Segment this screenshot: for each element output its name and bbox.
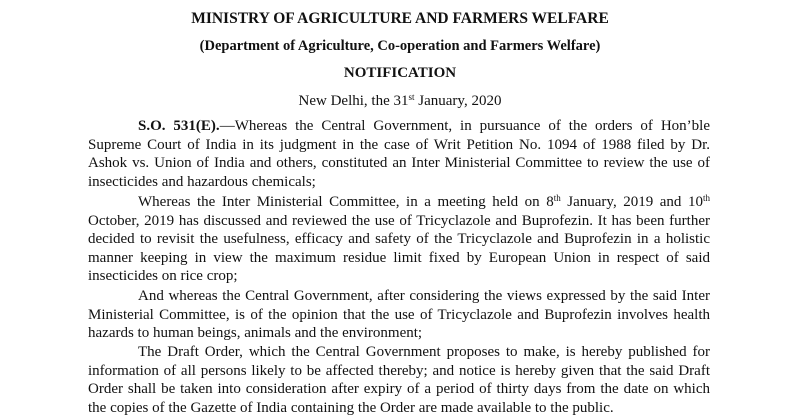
paragraph-4: The Draft Order, which the Central Government proposes to make, is hereby published for information of all persons likely to be affected thereby; and notice is hereby given that the said Draft Order shall be taken into consideration after expiry of a period of thirty days from the date on which the copies of the Gazette of India containing the Order are made available to the public. — [88, 344, 710, 416]
paragraph-3: And whereas the Central Government, after considering the views expressed by the said Inter Ministerial Committee, is of the opinion that the use of Tricyclazole and Buprofezin involves health hazards to human beings, animals and the environment; — [88, 288, 710, 342]
paragraph-1-text: —Whereas the Central Government, in pursuance of the orders of Hon’ble Supreme Court of India in its judgment in the case of Writ Petition No. 1094 of 1988 filed by Dr. Ashok vs. Union of India and others, constituted an Inter Ministerial Committee to review the use of insecticides and hazardous chemicals; — [88, 118, 710, 190]
paragraph-2 — [88, 193, 710, 286]
department-subheading: (Department of Agriculture, Co-operation and Farmers Welfare) — [199, 38, 601, 54]
paragraph-2-part1: Whereas the Inter Ministerial Committee, in a meeting held on 8 — [138, 194, 554, 210]
paragraph-2-sup1: th — [553, 193, 561, 203]
dateline-sup: st — [408, 92, 415, 102]
ministry-heading: MINISTRY OF AGRICULTURE AND FARMERS WELFARE — [191, 10, 609, 27]
dateline-suffix: January, 2020 — [414, 93, 502, 109]
notification-title: NOTIFICATION — [343, 65, 457, 81]
order-number: S.O. 531(E). — [138, 118, 220, 134]
paragraph-1 — [88, 117, 710, 191]
paragraph-2-part3: October, 2019 has discussed and reviewed the use of Tricyclazole and Buprofezin. It has been further decided to revisit the usefulness, efficacy and safety of the Tricyclazole and Buprofezin in a holistic manner keeping in view the maximum residue limit fixed by European Union in respect of said insecticides on rice crop; — [88, 212, 710, 285]
dateline — [0, 92, 800, 111]
dateline-prefix: New Delhi, the 31 — [298, 93, 409, 109]
paragraph-2-sup2: th — [702, 193, 710, 203]
paragraph-2-part2: January, 2019 and 10 — [560, 194, 703, 210]
